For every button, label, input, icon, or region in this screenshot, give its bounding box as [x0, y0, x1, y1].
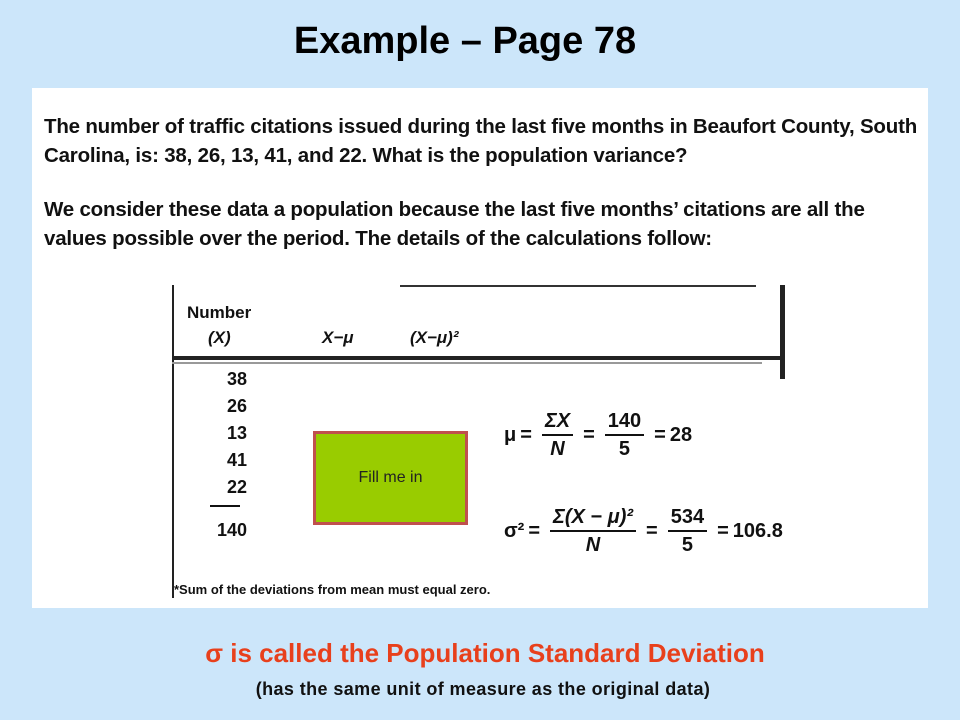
variance-denominator: N	[585, 534, 601, 556]
fill-in-placeholder-box[interactable]	[313, 431, 468, 525]
equals-sign: =	[654, 423, 666, 446]
variance-fraction-numeric	[668, 506, 707, 556]
table-cell-value: 22	[226, 477, 247, 497]
table-sum: 140	[216, 520, 247, 540]
equals-sign: =	[717, 519, 729, 542]
column-header-x: (X)	[208, 328, 231, 347]
equals-sign: =	[583, 423, 595, 446]
mean-numerator-value: 140	[605, 410, 644, 436]
mean-symbol: μ	[504, 423, 517, 446]
table-header-rule	[172, 356, 784, 360]
placeholder-label: Fill me in	[358, 469, 423, 486]
table-header-rule-shadow	[172, 362, 762, 364]
table-cell-value: 41	[226, 450, 247, 470]
mean-result: 28	[669, 423, 693, 446]
mean-numerator: ΣX	[542, 410, 573, 436]
mean-fraction-symbolic	[542, 410, 573, 460]
variance-formula	[504, 506, 783, 556]
variance-numerator-value: 534	[668, 506, 707, 532]
equals-sign: =	[528, 519, 541, 542]
slide-title: Example – Page 78	[293, 20, 637, 62]
mean-denominator-value: 5	[618, 438, 631, 460]
variance-denominator-value: 5	[681, 534, 693, 556]
column-header-number: Number	[187, 303, 252, 322]
equals-sign: =	[646, 519, 658, 542]
table-cell-value: 38	[226, 369, 247, 389]
solution-intro: We consider these data a population because the last five months’ citations are all the values possible over the period. The details of the calculations follow:	[44, 198, 865, 250]
problem-statement: The number of traffic citations issued during the last five months in Beaufort County, South Carolina, is: 38, 26, 13, 41, and 22. What is the population variance?	[44, 115, 918, 167]
variance-symbol: σ²	[504, 519, 525, 542]
table-left-rule	[172, 285, 174, 598]
sum-rule	[210, 505, 240, 507]
table-top-rule	[400, 285, 756, 287]
mean-formula	[504, 410, 692, 460]
variance-result: 106.8	[732, 519, 783, 542]
variance-numerator: Σ(X − μ)²	[550, 506, 636, 532]
column-header-deviation: X−μ	[322, 328, 354, 347]
textbook-scan	[32, 88, 928, 608]
table-cell-value: 13	[226, 423, 247, 443]
equals-sign: =	[520, 423, 532, 446]
std-dev-caption: σ is called the Population Standard Deviation	[205, 638, 765, 668]
values-column	[207, 366, 247, 501]
column-header-squared-deviation: (X−μ)²	[410, 328, 459, 347]
std-dev-note: (has the same unit of measure as the original data)	[255, 679, 711, 699]
table-footnote: *Sum of the deviations from mean must equal zero.	[174, 582, 491, 597]
mean-fraction-numeric	[605, 410, 644, 460]
table-cell-value: 26	[226, 396, 247, 416]
table-right-rule	[780, 285, 785, 379]
mean-denominator: N	[550, 438, 565, 460]
variance-fraction-symbolic	[550, 506, 636, 556]
